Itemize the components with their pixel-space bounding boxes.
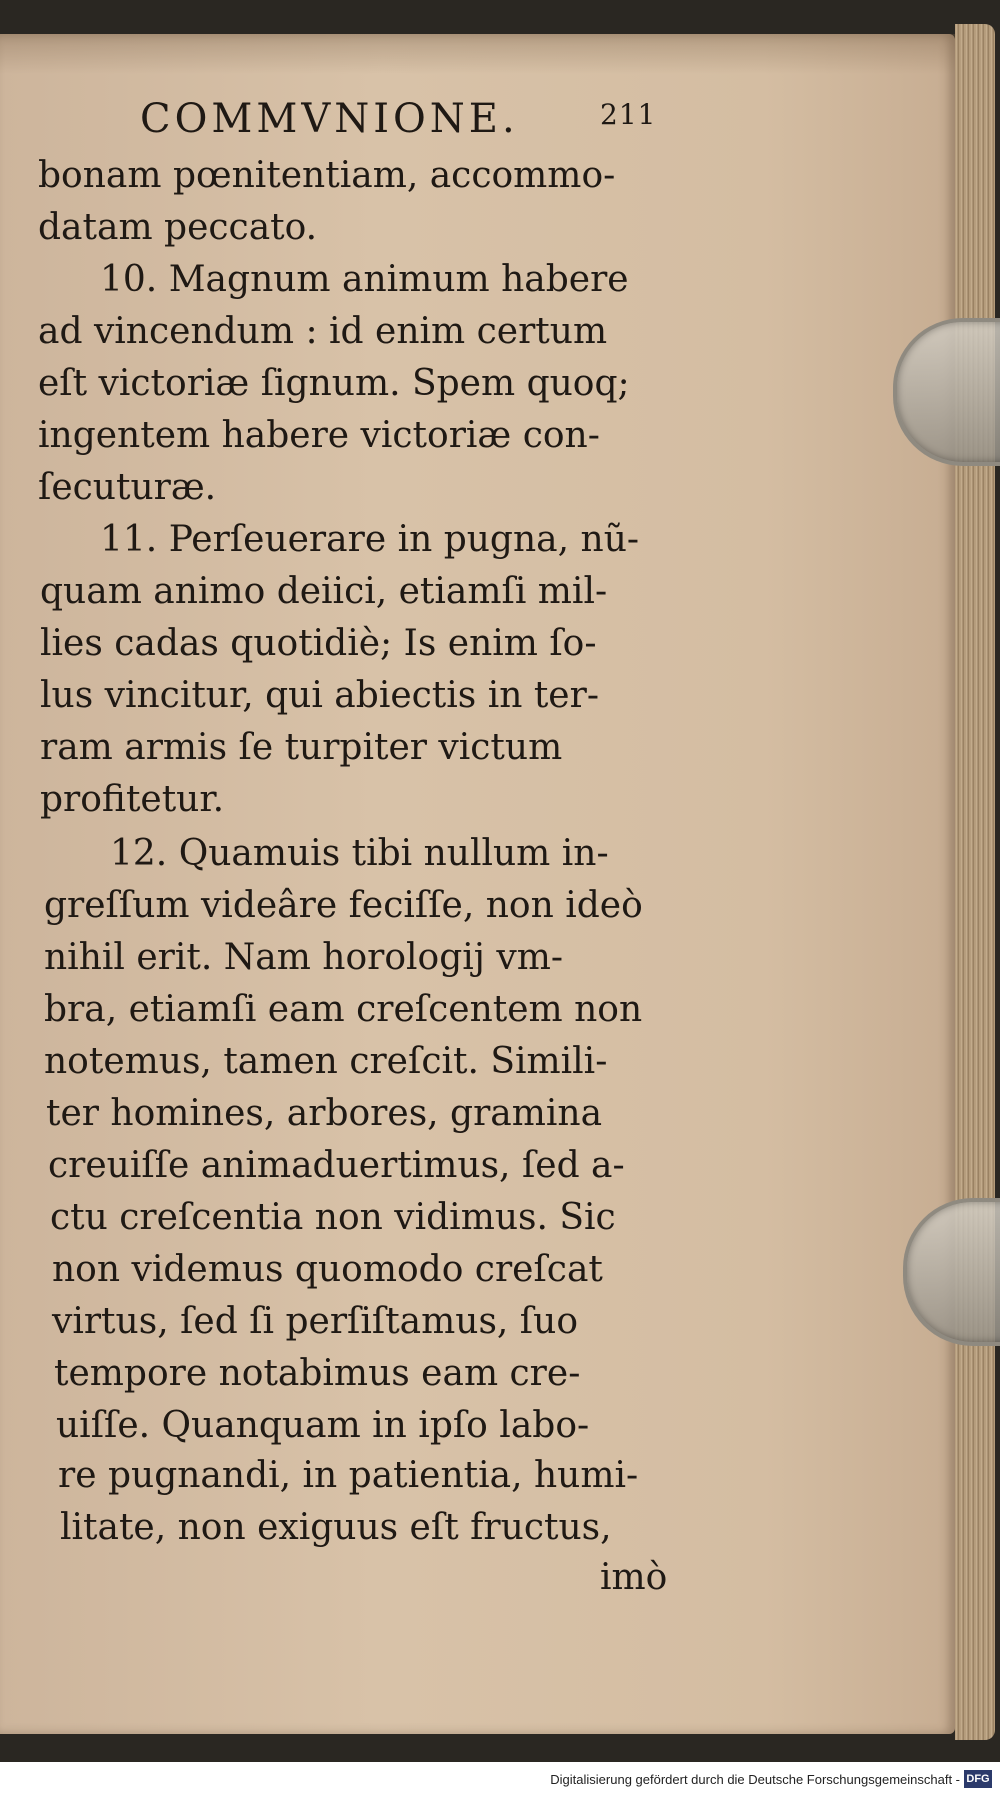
text-line: creuiſſe animaduertimus, ſed a- (48, 1145, 625, 1186)
page-shadow (0, 34, 955, 74)
funding-credit: Digitalisierung gefördert durch die Deutsche Forschungsgemeinschaft - (550, 1772, 960, 1787)
text-line: ram armis ſe turpiter victum (40, 727, 563, 768)
text-line: notemus, tamen creſcit. Simili- (44, 1041, 608, 1082)
running-head-title: COMMVNIONE. (140, 96, 519, 142)
text-line: profitetur. (40, 779, 225, 820)
text-line: 12. Quamuis tibi nullum in- (110, 833, 609, 874)
text-line: 10. Magnum animum habere (100, 259, 629, 300)
text-line: datam peccato. (38, 207, 318, 248)
text-line: eſt victoriæ ſignum. Spem quoq; (38, 363, 630, 404)
text-line: virtus, ſed ſi perſiſtamus, ſuo (52, 1301, 578, 1342)
text-line: ingentem habere victoriæ con- (38, 415, 600, 456)
text-line: tempore notabimus eam cre- (54, 1353, 581, 1394)
text-line: re pugnandi, in patientia, humi- (58, 1455, 639, 1496)
text-line: ſecuturæ. (38, 467, 217, 508)
text-line: lies cadas quotidiè; Is enim ſo- (40, 623, 597, 664)
page-edge (955, 24, 995, 1740)
running-header (140, 96, 660, 146)
text-line: uiſſe. Quanquam in ipſo labo- (56, 1405, 590, 1446)
text-line: 11. Perſeuerare in pugna, nũ- (100, 519, 640, 560)
dfg-logo: DFG (964, 1770, 992, 1788)
text-line: litate, non exiguus eſt fructus, (60, 1507, 612, 1548)
text-line: ad vincendum : id enim certum (38, 311, 608, 352)
text-line: lus vincitur, qui abiectis in ter- (40, 675, 599, 716)
text-line: non videmus quomodo creſcat (52, 1249, 603, 1290)
text-line: quam animo deiici, etiamſi mil- (40, 571, 608, 612)
text-line: ctu creſcentia non vidimus. Sic (50, 1197, 616, 1238)
text-line: bra, etiamſi eam creſcentem non (44, 989, 643, 1030)
text-line: ter homines, arbores, gramina (46, 1093, 603, 1134)
catchword: imò (600, 1557, 668, 1598)
digitization-footer (0, 1762, 1000, 1797)
text-line: greſſum videâre feciſſe, non ideò (44, 885, 643, 926)
page-number: 211 (600, 98, 657, 131)
text-line: nihil erit. Nam horologij vm- (44, 937, 564, 978)
text-line: bonam pœnitentiam, accommo- (38, 155, 616, 196)
